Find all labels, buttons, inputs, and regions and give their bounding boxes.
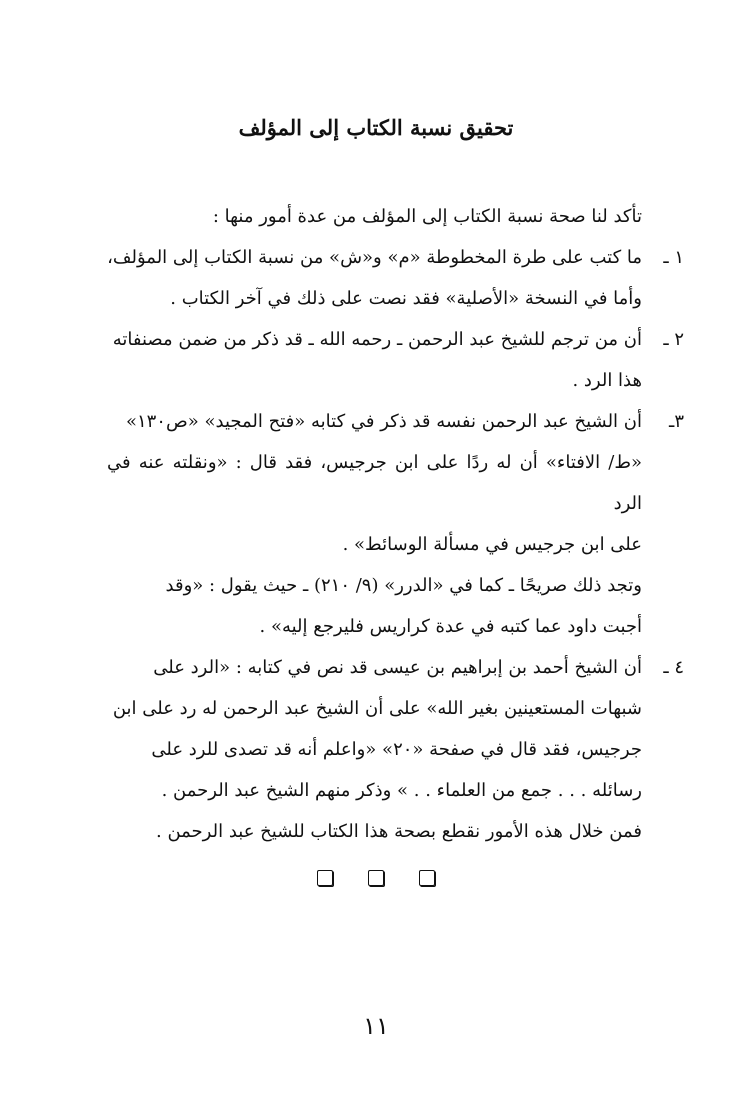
intro-line: تأكد لنا صحة نسبة الكتاب إلى المؤلف من عدة أمور منها : xyxy=(212,206,642,227)
item-number: ١ ـ xyxy=(663,247,684,268)
list-item-3 xyxy=(107,401,684,565)
item-line: شبهات المستعينين بغير الله» على أن الشيخ عبد الرحمن له رد على ابن xyxy=(112,698,642,719)
list-item-4 xyxy=(107,647,684,811)
square-ornament-icon xyxy=(419,870,435,886)
item-line: على ابن جرجيس في مسألة الوسائط» . xyxy=(342,534,642,555)
page-number: ١١ xyxy=(363,1012,389,1040)
square-ornament-icon xyxy=(317,870,333,886)
item-line: وأما في النسخة «الأصلية» فقد نصت على ذلك في آخر الكتاب . xyxy=(170,288,642,309)
paragraph-durar xyxy=(107,565,642,647)
item-line: «ط/ الافتاء» أن له ردًا على ابن جرجيس، فقد قال : «ونقلته عنه في الرد xyxy=(107,452,642,514)
conclusion-line: فمن خلال هذه الأمور نقطع بصحة هذا الكتاب للشيخ عبد الرحمن . xyxy=(156,821,642,842)
section-divider xyxy=(0,870,752,890)
item-number: ٤ ـ xyxy=(663,657,684,678)
item-line: أن الشيخ عبد الرحمن نفسه قد ذكر في كتابه «فتح المجيد» «ص١٣٠» xyxy=(125,411,642,432)
item-line: رسائله . . . جمع من العلماء . . » وذكر منهم الشيخ عبد الرحمن . xyxy=(161,780,642,801)
item-number: ٣ـ xyxy=(669,411,684,432)
item-line: ما كتب على طرة المخطوطة «م» و«ش» من نسبة الكتاب إلى المؤلف، xyxy=(107,247,642,268)
body-text xyxy=(107,196,684,852)
item-line: جرجيس، فقد قال في صفحة «٢٠» «واعلم أنه قد تصدى للرد على xyxy=(151,739,642,760)
item-line: أن من ترجم للشيخ عبد الرحمن ـ رحمه الله ـ قد ذكر من ضمن مصنفاته xyxy=(112,329,642,350)
item-line: هذا الرد . xyxy=(572,370,642,391)
list-item-2 xyxy=(107,319,684,401)
page-title: تحقيق نسبة الكتاب إلى المؤلف xyxy=(238,115,514,140)
square-ornament-icon xyxy=(368,870,384,886)
paragraph-line: وتجد ذلك صريحًا ـ كما في «الدرر» (٩/ ٢١٠) ـ حيث يقول : «وقد xyxy=(165,575,642,596)
item-number: ٢ ـ xyxy=(663,329,684,350)
paragraph-line: أجبت داود عما كتبه في عدة كراريس فليرجع إليه» . xyxy=(259,616,642,637)
list-item-1 xyxy=(107,237,684,319)
item-line: أن الشيخ أحمد بن إبراهيم بن عيسى قد نص في كتابه : «الرد على xyxy=(153,657,642,678)
